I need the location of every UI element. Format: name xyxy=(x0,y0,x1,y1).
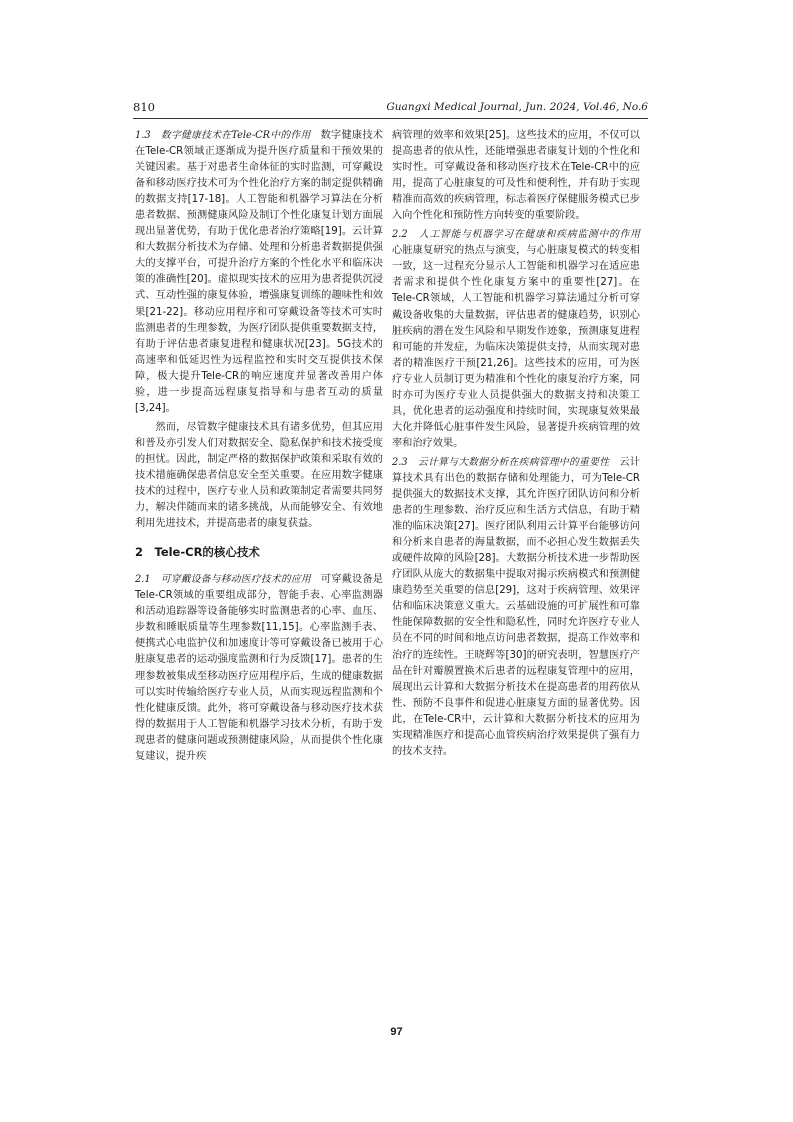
paragraph-1-3 xyxy=(135,128,383,417)
section-heading-2: 2 Tele-CR的核心技术 xyxy=(135,545,260,560)
paragraph-2-1 xyxy=(135,572,383,765)
right-column xyxy=(392,128,650,763)
paragraph-text: 数字健康技术在Tele-CR领域正逐渐成为提升医疗质量和干预效果的关键因素。基于对患者生命体征的实时监测，可穿戴设备和移动医疗技术可为个性化治疗方案的制定提供精确的数据支持[17-18]。人工智能和机器学习算法在分析患者数据、预测健康风险及制订个性化康复计划方面展现出显著优势，有助于优化患者治疗策略[19]。云计算和大数据分析技术为存储、处理和分析患者数据提供强大的支撑平台，可提升治疗方案的个性化水平和临床决策的准确性[20]。虚拟现实技术的应用为患者提供沉浸式、互动性强的康复体验，增强康复训练的趣味性和效果[21-22]。移动应用程序和可穿戴设备等技术可实时监测患者的生理参数，为医疗团队提供重要数据支持，有助于评估患者康复进程和健康状况[23]。5G技术的高速率和低延迟性为远程监控和实时交互提供技术保障，极大提升Tele-CR的响应速度并显著改善用户体验，进一步提高远程康复指导和与患者互动的质量[3,24]。 xyxy=(135,130,383,414)
running-header: Guangxi Medical Journal, Jun. 2024, Vol.46, No.6 xyxy=(386,101,648,113)
paragraph-text: 可穿戴设备是Tele-CR领域的重要组成部分，智能手表、心率监测器和活动追踪器等设备能够实时监测患者的心率、血压、步数和睡眠质量等生理参数[11,15]。心率监测手表、便携式心电监护仪和加速度计等可穿戴设备已被用于心脏康复患者的运动强度监测和行为反馈[17]。患者的生理参数被集成至移动医疗应用程序后，生成的健康数据可以实时传输给医疗专业人员，从而实现远程监测和个性化健康反馈。此外，将可穿戴设备与移动医疗技术获得的数据用于人工智能和机器学习技术分析，有助于发现患者的健康问题或预测健康风险，从而提供个性化康复建议，提升疾 xyxy=(135,574,383,762)
subsection-heading-2-2: 2.2 人工智能与机器学习在健康和疾病监测中的作用 xyxy=(392,229,650,241)
page-number: 810 xyxy=(133,100,155,114)
paragraph-text: 云计算技术具有出色的数据存储和处理能力，可为Tele-CR提供强大的数据技术支撑，其允许医疗团队访问和分析患者的生理参数、治疗反应和生活方式信息，有助于精准的临床决策[27]。医疗团队利用云计算平台能够访问和分析来自患者的海量数据，而不必担心发生数据丢失或硬件故障的风险[28]。大数据分析技术进一步帮助医疗团队从庞大的数据集中提取对揭示疾病模式和预测健康趋势至关重要的信息[29]，这对于疾病管理、效果评估和临床决策意义重大。云基础设施的可扩展性和可靠性能保障数据的安全性和隐私性，同时允许医疗专业人员在不同的时间和地点访问患者数据，提高工作效率和治疗的连续性。王晓辉等[30]的研究表明，智慧医疗产品在针对瓣膜置换术后患者的远程康复管理中的应用，展现出云计算和大数据分析技术在提高患者的用药依从性、预防不良事件和促进心脏康复方面的显著优势。因此，在Tele-CR中，云计算和大数据分析技术的应用为实现精准医疗和提高心血管疾病治疗效果提供了强有力的技术支持。 xyxy=(392,456,640,757)
subsection-heading-2-1: 2.1 可穿戴设备与移动医疗技术的应用 xyxy=(135,574,321,586)
paragraph: 然而，尽管数字健康技术具有诸多优势，但其应用和普及亦引发人们对数据安全、隐私保护和技术接受度的担忧。因此，制定严格的数据保护政策和采取有效的技术措施确保患者信息安全至关重要。在应用数字健康技术的过程中，医疗专业人员和政策制定者需要共同努力，解决伴随而来的诸多挑战，从而能够安全、有效地利用先进技术，并提高患者的康复获益。 xyxy=(135,421,383,530)
folio-number: 97 xyxy=(390,1026,403,1038)
left-column xyxy=(135,128,383,768)
paragraph-2-3 xyxy=(392,455,640,760)
paragraph-text: 心脏康复研究的热点与演变，与心脏康复模式的转变相一致，这一过程充分显示人工智能和机器学习在适应患者需求和提供个性化康复方案中的重要性[27]。在Tele-CR领域，人工智能和机器学习算法通过分析可穿戴设备收集的大量数据，评估患者的健康趋势，识别心脏疾病的潜在发生风险和早期发作迹象，预测康复进程和可能的并发症，为临床决策提供支持，从而实现对患者的精准医疗干预[21,26]。这些技术的应用，可为医疗专业人员制订更为精准和个性化的康复治疗方案，同时亦可为医疗专业人员提供强大的数据支持和决策工具，优化患者的运动强度和持续时间，实现康复效果最大化并降低心脏事件发生风险，显著提升疾病管理的效率和治疗效果。 xyxy=(392,245,640,449)
paragraph-2-2 xyxy=(392,227,650,452)
paragraph-continued: 病管理的效率和效果[25]。这些技术的应用，不仅可以提高患者的依从性，还能增强患者康复计划的个性化和实时性。可穿戴设备和移动医疗技术在Tele-CR中的应用，提高了心脏康复的可及性和便利性，并有助于实现精准而高效的疾病管理，标志着医疗保健服务模式已步入向个性化和预防性方向转变的重要阶段。 xyxy=(392,130,640,222)
header-rule xyxy=(133,118,648,119)
subsection-heading-1-3: 1.3 数字健康技术在Tele-CR中的作用 xyxy=(135,130,321,141)
subsection-heading-2-3: 2.3 云计算与大数据分析在疾病管理中的重要性 xyxy=(392,456,620,468)
